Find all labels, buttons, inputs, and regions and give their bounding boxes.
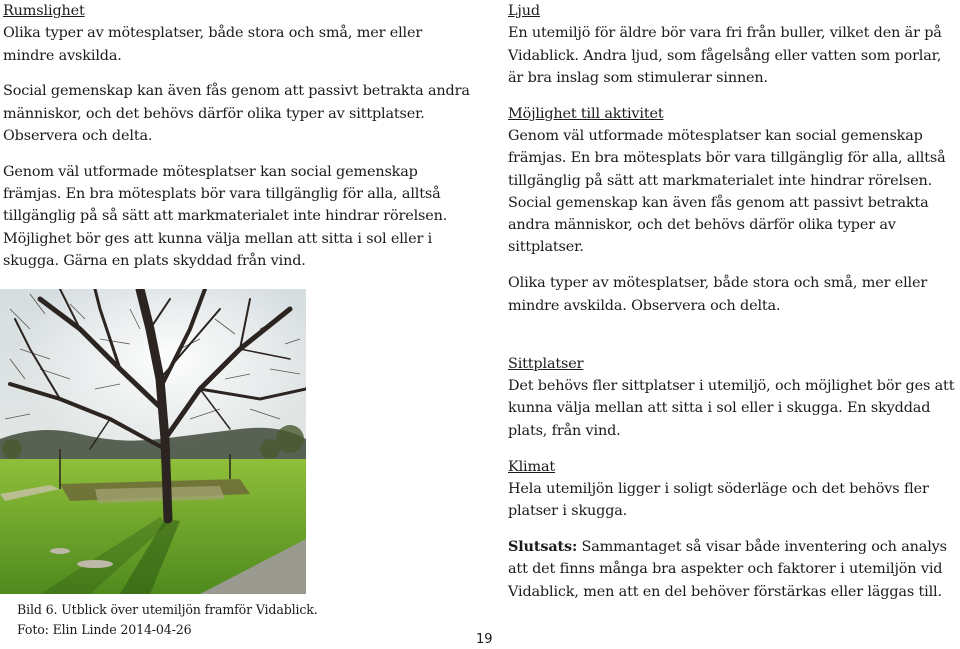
section-heading-aktivitet: Möjlighet till aktivitet bbox=[508, 105, 664, 122]
right-column bbox=[508, 0, 960, 603]
section-heading-rumslighet: Rumslighet bbox=[3, 3, 85, 19]
section-heading-ljud: Ljud bbox=[508, 3, 540, 19]
paragraph-rumslighet-3: Genom väl utformade mötesplatser kan social gemenskap främjas. En bra mötesplats bör vara tillgänglig för alla, alltså tillgänglig på så sätt att markmaterialet inte hindrar rörelsen. Möjlighet bör ges att kunna välja mellan att sitta i sol eller i skugga. Gärna en plats skyddad från vind. bbox=[3, 163, 448, 269]
paragraph-slutsats bbox=[508, 536, 960, 603]
paragraph-ljud: En utemiljö för äldre bör vara fri från buller, vilket den är på Vidablick. Andra ljud, som fågelsång eller vatten som porlar, är bra inslag som stimulerar sinnen. bbox=[508, 25, 942, 86]
photo-caption-credit: Foto: Elin Linde 2014-04-26 bbox=[17, 621, 192, 637]
section-heading-sittplatser: Sittplatser bbox=[508, 355, 584, 372]
photo-caption-title: Bild 6. Utblick över utemiljön framför Vidablick. bbox=[17, 602, 318, 617]
paragraph-aktivitet-1: Genom väl utformade mötesplatser kan social gemenskap främjas. En bra mötesplats bör vara tillgänglig för alla, alltså tillgänglig på sätt att markmaterialet inte hindrar rörelsen. Social gemenskap kan även fås genom att passivt betrakta andra människor, och det behövs därför olika typer av sittplatser. bbox=[508, 127, 946, 256]
page-number: 19 bbox=[476, 632, 493, 647]
paragraph-aktivitet-2: Olika typer av mötesplatser, både stora och små, mer eller mindre avskilda. Observera och delta. bbox=[508, 275, 928, 314]
slutsats-text: Sammantaget så visar både inventering och analys att det finns många bra aspekter och faktorer i utemiljön vid Vidablick, men att en del behöver förstärkas eller läggas till. bbox=[508, 538, 947, 600]
section-heading-klimat: Klimat bbox=[508, 458, 556, 475]
photo-caption bbox=[17, 600, 318, 639]
paragraph-rumslighet-1: Olika typer av mötesplatser, både stora och små, mer eller mindre avskilda. bbox=[3, 25, 423, 64]
left-column bbox=[3, 0, 473, 272]
paragraph-rumslighet-2: Social gemenskap kan även fås genom att passivt betrakta andra människor, och det behövs därför olika typer av sittplatser. Observera och delta. bbox=[3, 83, 470, 144]
paragraph-sittplatser: Det behövs fler sittplatser i utemiljö, och möjlighet bör ges att kunna välja mellan att sitta i sol eller i skugga. En skyddad plats, från vind. bbox=[508, 378, 955, 439]
paragraph-klimat: Hela utemiljön ligger i soligt söderläge och det behövs fler platser i skugga. bbox=[508, 480, 929, 520]
photo-outdoor-view bbox=[0, 289, 306, 594]
slutsats-label: Slutsats: bbox=[508, 537, 578, 555]
